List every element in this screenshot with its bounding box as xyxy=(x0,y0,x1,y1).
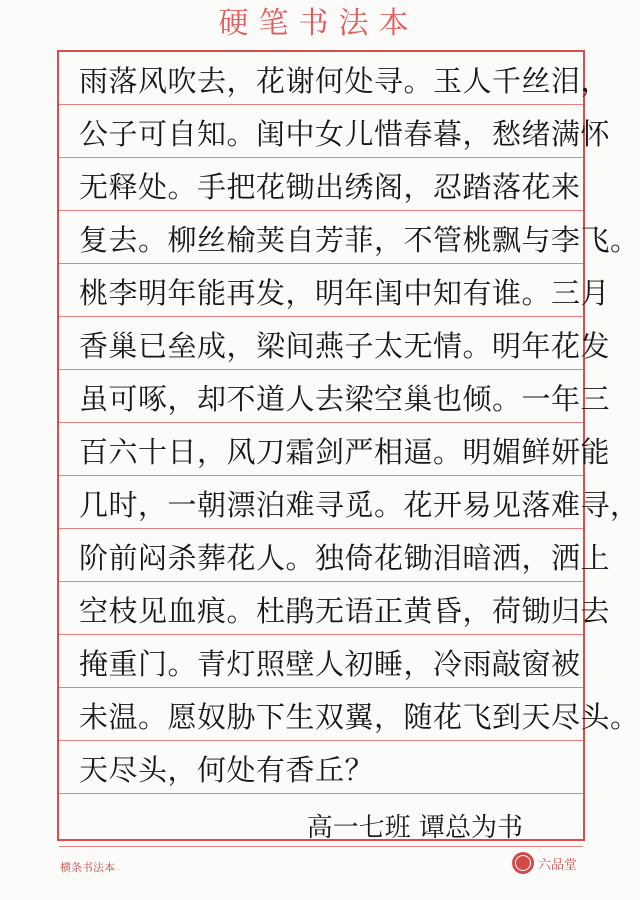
footer-label: 横条书法本 xyxy=(60,861,115,874)
poem-line: 未温。愿奴胁下生双翼，随花飞到天尽头。 xyxy=(79,700,640,734)
poem-line: 百六十日，风刀霜剑严相逼。明媚鲜妍能 xyxy=(79,435,611,469)
poem-line: 天尽头，何处有香丘？ xyxy=(79,753,375,787)
brand-name: 六品堂 xyxy=(537,857,577,873)
poem-line: 桃李明年能再发，明年闺中知有谁。三月 xyxy=(79,276,611,310)
signature: 高一七班 谭总为书 xyxy=(306,813,523,843)
poem-line: 复去。柳丝榆荚自芳菲，不管桃飘与李飞。 xyxy=(79,223,640,257)
poem-line: 几时，一朝漂泊难寻觅。花开易见落难寻， xyxy=(79,488,640,522)
poem-line: 雨落风吹去，花谢何处寻。玉人千丝泪， xyxy=(79,64,611,98)
poem-line: 掩重门。青灯照壁人初睡，冷雨敲窗被 xyxy=(79,647,581,681)
page-title: 硬笔书法本 xyxy=(218,6,419,41)
brand-mark xyxy=(512,852,577,874)
seal-icon xyxy=(512,852,534,874)
poem-line: 公子可自知。闺中女儿惜春暮，愁绪满怀 xyxy=(79,117,611,151)
poem-line: 香巢已垒成，梁间燕子太无情。明年花发 xyxy=(79,329,611,363)
ruling-line xyxy=(59,846,583,847)
writing-sheet xyxy=(57,50,640,843)
poem-line: 无释处。手把花锄出绣阁，忍踏落花来 xyxy=(79,170,581,204)
poem-line: 空枝见血痕。杜鹃无语正黄昏，荷锄归去 xyxy=(79,594,611,628)
poem-line: 阶前闷杀葬花人。独倚花锄泪暗洒，洒上 xyxy=(79,541,611,575)
poem-line: 虽可啄，却不道人去梁空巢也倾。一年三 xyxy=(79,382,611,416)
